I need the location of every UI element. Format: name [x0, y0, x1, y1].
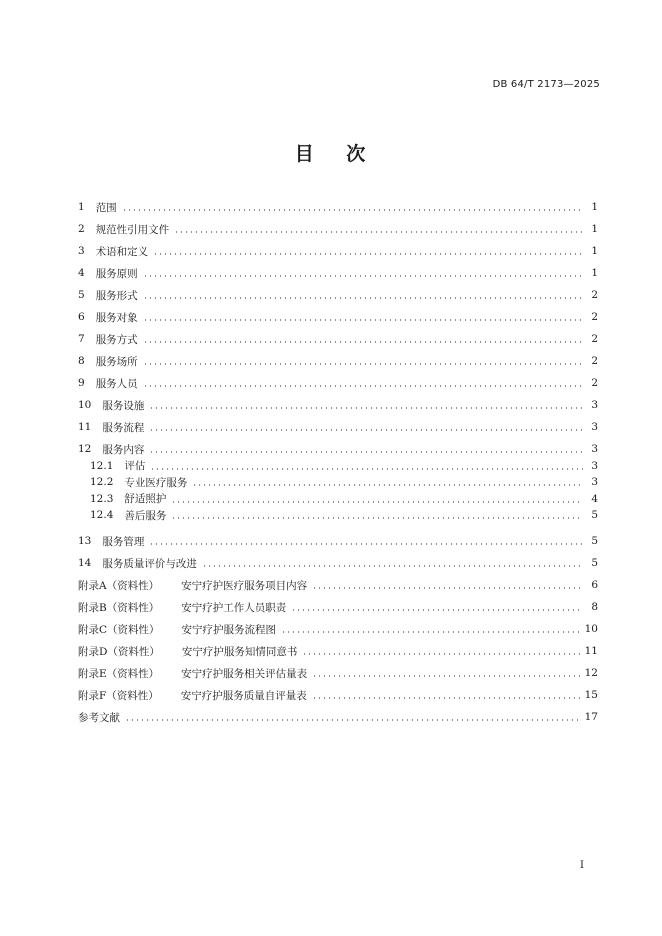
toc-leader-dots — [312, 675, 579, 677]
toc-entry[interactable] — [90, 507, 598, 523]
toc-leader-dots — [153, 253, 583, 255]
toc-leader-dots — [143, 319, 583, 321]
toc-leader-dots — [302, 653, 579, 655]
toc-entry[interactable] — [78, 331, 598, 347]
toc-entry-number: 12 — [78, 443, 92, 455]
toc-entry-number: 11 — [78, 421, 92, 433]
toc-entry[interactable] — [78, 287, 598, 303]
toc-leader-dots — [174, 231, 583, 233]
toc-entry-label: 安宁疗护服务知情同意书 — [181, 645, 298, 658]
toc-entry-number: 10 — [78, 399, 92, 411]
toc-entry-label: 安宁疗护工作人员职责 — [181, 601, 287, 614]
toc-entry-page: 1 — [591, 267, 598, 279]
toc-leader-dots — [143, 385, 583, 387]
toc-entry-page: 12 — [584, 667, 598, 679]
toc-entry-page: 1 — [591, 223, 598, 235]
toc-entry-page: 3 — [591, 459, 598, 472]
toc-entry-number: 12.1 — [90, 459, 114, 472]
toc-entry-label: 服务形式 — [95, 289, 138, 302]
toc-entry-number: 6 — [78, 311, 85, 323]
toc-entry-label: 服务内容 — [102, 443, 145, 456]
toc-entry-page: 8 — [591, 601, 598, 613]
toc-entry-label: 服务场所 — [95, 355, 138, 368]
toc-entry-page: 2 — [591, 355, 598, 367]
toc-leader-dots — [202, 565, 583, 567]
toc-entry-page: 17 — [584, 711, 598, 723]
toc-leader-dots — [291, 609, 583, 611]
toc-entry[interactable] — [78, 621, 598, 637]
toc-leader-dots — [143, 341, 583, 343]
toc-entry-label: 安宁疗护服务流程图 — [181, 623, 277, 636]
toc-entry-label: 服务原则 — [95, 267, 138, 280]
toc-leader-dots — [149, 429, 583, 431]
page-title: 目 次 — [294, 143, 368, 165]
toc-leader-dots — [312, 697, 580, 699]
toc-entry-page: 3 — [591, 443, 598, 455]
toc-entry-page: 4 — [591, 492, 598, 505]
toc-entry-page: 2 — [591, 377, 598, 389]
toc-entry-page: 6 — [591, 579, 598, 591]
toc-entry-page: 2 — [591, 289, 598, 301]
toc-entry[interactable] — [78, 441, 598, 457]
page-number: I — [580, 860, 584, 871]
toc-entry-number: 附录D（资料性） — [78, 645, 160, 658]
toc-entry[interactable] — [78, 419, 598, 435]
toc-entry-page: 11 — [584, 645, 598, 657]
toc-entry-page: 3 — [591, 421, 598, 433]
toc-entry-page: 5 — [591, 557, 598, 569]
toc-entry-label: 参考文献 — [78, 711, 120, 724]
toc-leader-dots — [171, 517, 583, 519]
toc-entry-label: 服务设施 — [102, 399, 145, 412]
toc-entry-page: 2 — [591, 311, 598, 323]
toc-entry-number: 附录E（资料性） — [78, 667, 160, 680]
toc-entry[interactable] — [78, 265, 598, 281]
toc-leader-dots — [150, 468, 583, 470]
toc-entry-page: 3 — [591, 399, 598, 411]
toc-entry-page: 3 — [591, 476, 598, 488]
toc-leader-dots — [171, 501, 583, 503]
toc-entry[interactable] — [78, 353, 598, 369]
toc-entry-number: 12.2 — [90, 476, 114, 488]
toc-entry[interactable] — [78, 221, 598, 237]
toc-leader-dots — [149, 543, 583, 545]
toc-entry[interactable] — [78, 709, 598, 725]
toc-entry-label: 善后服务 — [124, 509, 167, 522]
toc-leader-dots — [143, 363, 583, 365]
toc-entry-page: 5 — [591, 509, 598, 521]
toc-entry-number: 4 — [78, 267, 85, 279]
toc-leader-dots — [143, 275, 583, 277]
toc-entry[interactable] — [78, 243, 598, 259]
toc-leader-dots — [149, 451, 583, 453]
toc-entry-page: 1 — [591, 201, 598, 213]
toc-entry[interactable] — [78, 687, 598, 703]
toc-entry[interactable] — [78, 555, 598, 571]
toc-leader-dots — [149, 407, 583, 409]
toc-entry-number: 3 — [78, 245, 85, 257]
toc-entry[interactable] — [78, 309, 598, 325]
toc-entry[interactable] — [90, 458, 598, 474]
document-code: DB 64/T 2173—2025 — [492, 79, 600, 90]
toc-entry-label: 安宁疗护医疗服务项目内容 — [181, 579, 308, 592]
toc-entry-number: 12.3 — [90, 492, 114, 505]
toc-entry-page: 15 — [584, 689, 598, 701]
toc-entry-label: 术语和定义 — [95, 245, 149, 258]
toc-leader-dots — [312, 587, 583, 589]
toc-entry-number: 7 — [78, 333, 85, 345]
toc-leader-dots — [192, 484, 583, 486]
toc-entry[interactable] — [78, 375, 598, 391]
toc-entry-number: 9 — [78, 377, 85, 389]
toc-entry[interactable] — [78, 665, 598, 681]
toc-entry-number: 附录A（资料性） — [78, 579, 160, 592]
toc-entry[interactable] — [78, 577, 598, 593]
toc-entry-page: 10 — [584, 623, 598, 635]
toc-entry-page: 2 — [591, 333, 598, 345]
toc-entry-number: 附录F（资料性） — [78, 689, 159, 702]
toc-entry[interactable] — [78, 643, 598, 659]
toc-entry-label: 舒适照护 — [124, 493, 167, 505]
toc-leader-dots — [122, 209, 583, 211]
toc-entry-label: 服务流程 — [102, 421, 145, 434]
toc-entry-number: 2 — [78, 223, 85, 235]
toc-entry-label: 专业医疗服务 — [124, 476, 188, 489]
toc-entry-label: 安宁疗护服务相关评估量表 — [181, 667, 308, 680]
toc-entry-number: 5 — [78, 289, 85, 301]
toc-entry-number: 12.4 — [90, 509, 114, 521]
toc-entry-label: 服务管理 — [102, 535, 145, 548]
toc-entry-number: 14 — [78, 557, 92, 569]
toc-leader-dots — [143, 297, 583, 299]
toc-entry-label: 服务对象 — [95, 311, 138, 324]
toc-entry-label: 服务质量评价与改进 — [102, 557, 197, 570]
toc-entry-label: 评估 — [124, 460, 146, 472]
toc-entry-number: 1 — [78, 201, 85, 213]
toc-entry-label: 规范性引用文件 — [95, 223, 170, 236]
toc-entry[interactable] — [78, 397, 598, 413]
toc-entry-number: 13 — [78, 535, 92, 547]
toc-entry[interactable] — [78, 533, 598, 549]
toc-entry-number: 附录B（资料性） — [78, 601, 160, 614]
toc-entry-number: 附录C（资料性） — [78, 623, 160, 636]
toc-entry[interactable] — [78, 599, 598, 615]
toc-entry-page: 5 — [591, 535, 598, 547]
toc-entry-number: 8 — [78, 355, 85, 367]
toc-leader-dots — [281, 631, 580, 633]
toc-entry-label: 服务方式 — [95, 333, 138, 346]
toc-entry-label: 安宁疗护服务质量自评量表 — [180, 689, 307, 702]
toc-entry-page: 1 — [591, 245, 598, 257]
toc-entry-label: 范围 — [95, 201, 117, 214]
toc-entry-label: 服务人员 — [95, 377, 138, 390]
toc-entry[interactable] — [90, 474, 598, 490]
toc-entry[interactable] — [78, 199, 598, 215]
toc-entry[interactable] — [90, 491, 598, 507]
toc-leader-dots — [125, 719, 580, 721]
